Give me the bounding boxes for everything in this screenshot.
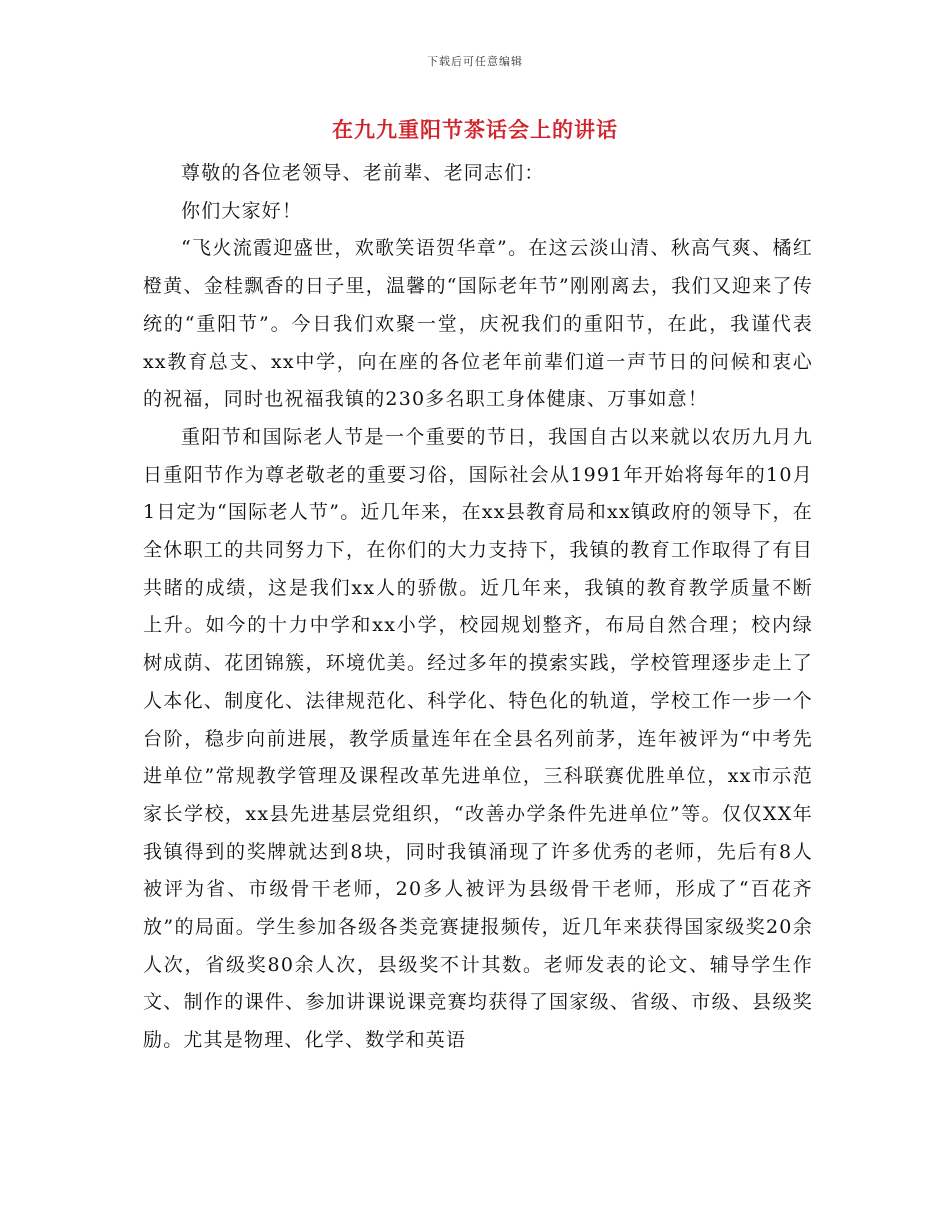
header-note: 下载后可任意编辑 bbox=[427, 55, 523, 68]
greeting-paragraph: 你们大家好！ bbox=[181, 199, 303, 222]
opening-paragraph: “飞火流霞迎盛世，欢歌笑语贺华章”。在这云淡山清、秋高气爽、橘红橙黄、金桂飘香的日子里，温馨的“国际老年节”刚刚离去，我们又迎来了传统的“重阳节”。今日我们欢聚一堂，庆祝我们的重阳节，在此，我谨代表xx教育总支、xx中学，向在座的各位老年前辈们道一声节日的问候和衷心的祝福，同时也祝福我镇的230多名职工身体健康、万事如意！ bbox=[143, 237, 813, 411]
achievements-paragraph: 重阳节和国际老人节是一个重要的节日，我国自古以来就以农历九月九日重阳节作为尊老敬老的重要习俗，国际社会从1991年开始将每年的10月1日定为“国际老人节”。近几年来，在xx县教育局和xx镇政府的领导下，在全休职工的共同努力下，在你们的大力支持下，我镇的教育工作取得了有目共睹的成绩，这是我们xx人的骄傲。近几年来，我镇的教育教学质量不断上升。如今的十力中学和xx小学，校园规划整齐，布局自然合理；校内绿树成荫、花团锦簇，环境优美。经过多年的摸索实践，学校管理逐步走上了人本化、制度化、法律规范化、科学化、特色化的轨道，学校工作一步一个台阶，稳步向前进展，教学质量连年在全县名列前茅，连年被评为“中考先进单位”常规教学管理及课程改革先进单位，三科联赛优胜单位，xx市示范家长学校，xx县先进基层党组织，“改善办学条件先进单位”等。仅仅XX年我镇得到的奖牌就达到8块，同时我镇涌现了许多优秀的老师，先后有8人被评为省、市级骨干老师，20多人被评为县级骨干老师，形成了“百花齐放”的局面。学生参加各级各类竞赛捷报频传，近几年来获得国家级奖20余人次，省级奖80余人次，县级奖不计其数。老师发表的论文、辅导学生作文、制作的课件、参加讲课说课竞赛均获得了国家级、省级、市级、县级奖励。尤其是物理、化学、数学和英语 bbox=[143, 425, 813, 1052]
document-body bbox=[143, 155, 813, 1060]
salutation-paragraph: 尊敬的各位老领导、老前辈、老同志们： bbox=[181, 162, 545, 184]
document-title: 在九九重阳节茶话会上的讲话 bbox=[332, 117, 618, 142]
